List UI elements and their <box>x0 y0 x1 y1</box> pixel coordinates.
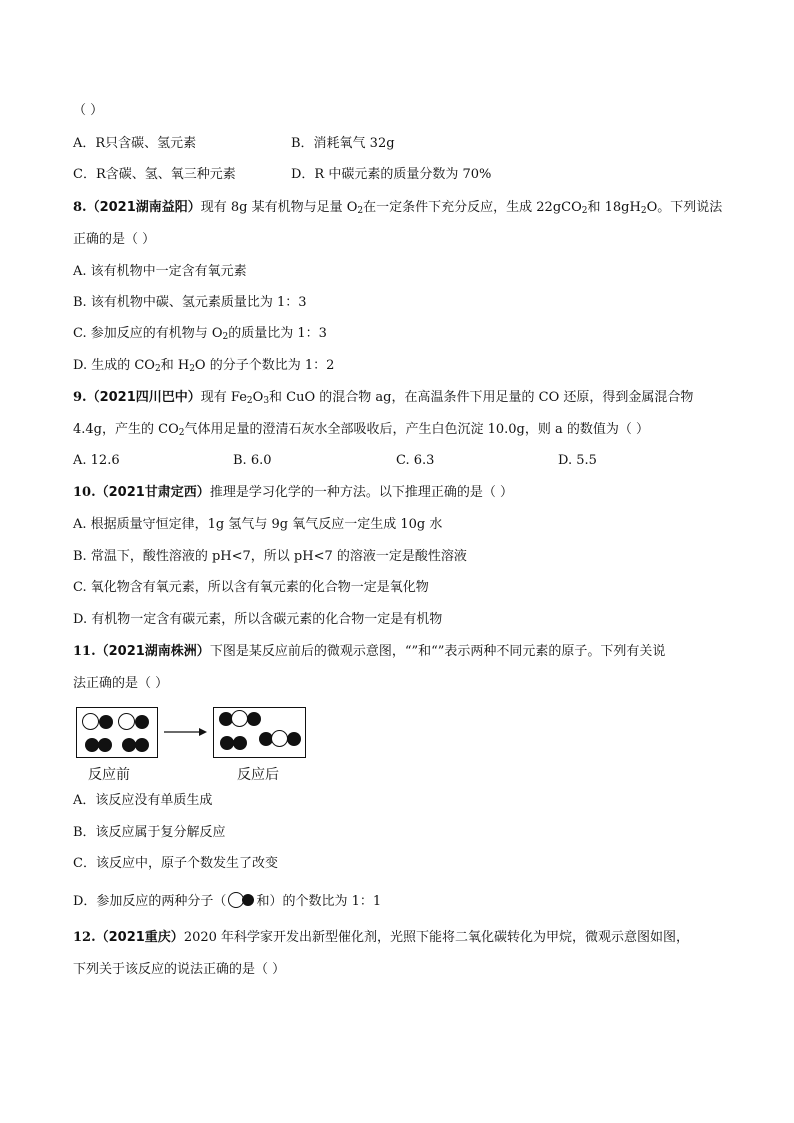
white-atom <box>231 710 248 727</box>
q10-option-d: D. 有机物一定含有碳元素，所以含碳元素的化合物一定是有机物 <box>73 612 443 627</box>
q9-stem-part: 气体用足量的澄清石灰水全部吸收后，产生白色沉淀 10.0g，则 a 的数值为（ ） <box>184 422 650 437</box>
q12-source: （2021重庆） <box>95 930 184 945</box>
white-atom <box>271 730 288 747</box>
q10-option-c: C. 氧化物含有氧元素，所以含有氧元素的化合物一定是氧化物 <box>73 580 429 595</box>
q11-option-b: B．该反应属于复分解反应 <box>73 825 226 840</box>
q7-option-c: C．R含碳、氢、氧三种元素 <box>73 167 236 182</box>
q8-number: 8. <box>73 200 87 215</box>
q11-number: 11. <box>73 644 96 659</box>
q9-stem-part: O <box>252 390 264 405</box>
q12-stem-line2: 下列关于该反应的说法正确的是（ ） <box>73 962 286 977</box>
q11-option-d-part: 和）的个数比为 1：1 <box>256 894 382 909</box>
q11-option-c: C．该反应中，原子个数发生了改变 <box>73 856 278 871</box>
q8-option-c-part: 的质量比为 1：3 <box>228 326 327 341</box>
q9-option-d: D. 5.5 <box>558 453 597 468</box>
black-atom <box>85 738 99 752</box>
q8-option-d: D. 生成的 $CO_2$和 $H_2O$ 的分子个数比为 1：2 <box>73 358 335 374</box>
q11-source: （2021湖南株洲） <box>95 644 210 659</box>
q9-option-c: C. 6.3 <box>396 453 435 468</box>
black-atom <box>247 712 261 726</box>
white-atom <box>82 713 99 730</box>
black-atom <box>287 732 301 746</box>
q11-option-a: A．该反应没有单质生成 <box>73 793 213 808</box>
reaction-after-box <box>213 707 306 758</box>
q9-stem-part: 和 CuO 的混合物 ag，在高温条件下用足量的 CO 还原，得到金属混合物 <box>269 390 694 405</box>
black-atom <box>99 715 113 729</box>
label-before-reaction: 反应前 <box>88 767 130 783</box>
q9-stem-part: 4.4g，产生的 CO <box>73 422 179 437</box>
q10-option-b: B. 常温下，酸性溶液的 pH<7，所以 pH<7 的溶液一定是酸性溶液 <box>73 549 467 564</box>
reaction-before-box <box>76 707 158 758</box>
q8-option-a: A. 该有机物中一定含有氧元素 <box>73 264 247 279</box>
q12-stem-line1 <box>73 930 689 946</box>
q8-stem-line2: 正确的是（ ） <box>73 232 156 247</box>
q12-stem-text: 2020 年科学家开发出新型催化剂，光照下能将二氧化碳转化为甲烷，微观示意图如图， <box>183 930 690 945</box>
black-atom <box>98 738 112 752</box>
q10-number: 10. <box>73 485 96 500</box>
q9-stem-part: 现有 Fe <box>200 390 247 405</box>
q9-source: （2021四川巴中） <box>86 390 201 405</box>
white-atom <box>118 713 135 730</box>
q11-option-d <box>73 892 381 910</box>
q11-stem-text: 下图是某反应前后的微观示意图，“”和“”表示两种不同元素的原子。下列有关说 <box>209 644 666 659</box>
q11-stem-line1 <box>73 644 665 660</box>
q10-stem <box>73 485 513 501</box>
reaction-arrow-icon <box>163 726 209 738</box>
q7-option-d: D．R 中碳元素的质量分数为 70% <box>291 167 492 182</box>
q11-stem-line2: 法正确的是（ ） <box>73 676 169 691</box>
q9-stem-line1: 9.（2021四川巴中）现有 $Fe_2O_3$和 CuO 的混合物 ag，在高温条件下用足量的 CO 还原，得到金属混合物 <box>73 390 694 406</box>
q8-stem-part: 现有 8g 某有机物与足量 O <box>200 200 358 215</box>
q8-stem-line1: 8.（2021湖南益阳）现有 8g 某有机物与足量 $O_2$在一定条件下充分反应，生成 22gCO$_2$和 $18gH_2O$。下列说法 <box>73 200 723 216</box>
q8-option-d-part: 和 H <box>160 358 190 373</box>
q10-source: （2021甘肃定西） <box>95 485 210 500</box>
black-atom <box>220 736 234 750</box>
black-atom <box>135 715 149 729</box>
q8-stem-part: O。下列说法 <box>646 200 723 215</box>
q11-option-d-part: D．参加反应的两种分子（ <box>73 894 227 909</box>
black-atom <box>122 738 136 752</box>
q9-number: 9. <box>73 390 87 405</box>
q8-source: （2021湖南益阳） <box>86 200 201 215</box>
q10-option-a: A. 根据质量守恒定律，1g 氢气与 9g 氧气反应一定生成 10g 水 <box>73 517 443 532</box>
black-atom <box>135 738 149 752</box>
q9-stem-line2: 4.4g，产生的 $CO_2$气体用足量的澄清石灰水全部吸收后，产生白色沉淀 10.0g，则 a 的数值为（ ） <box>73 422 650 438</box>
q8-option-d-part: O 的分子个数比为 1：2 <box>194 358 335 373</box>
q7-option-b: B．消耗氧气 32g <box>291 136 395 151</box>
q7-option-a: A．R只含碳、氢元素 <box>73 136 197 151</box>
q8-stem-part: 在一定条件下充分反应，生成 22gCO <box>363 200 582 215</box>
q10-stem-text: 推理是学习化学的一种方法。以下推理正确的是（ ） <box>209 485 513 500</box>
label-after-reaction: 反应后 <box>237 767 279 783</box>
q8-stem-part: 和 18gH <box>587 200 641 215</box>
q9-option-a: A. 12.6 <box>73 453 120 468</box>
q8-option-c: C. 参加反应的有机物与 $O_2$的质量比为 1：3 <box>73 326 327 342</box>
q9-option-b: B. 6.0 <box>233 453 272 468</box>
q8-option-b: B. 该有机物中碳、氢元素质量比为 1：3 <box>73 295 307 310</box>
molecule-icon <box>226 892 256 908</box>
black-atom <box>233 736 247 750</box>
q8-option-c-part: C. 参加反应的有机物与 O <box>73 326 223 341</box>
q7-answer-paren: （ ） <box>73 103 104 118</box>
q8-option-d-part: D. 生成的 CO <box>73 358 155 373</box>
q12-number: 12. <box>73 930 96 945</box>
